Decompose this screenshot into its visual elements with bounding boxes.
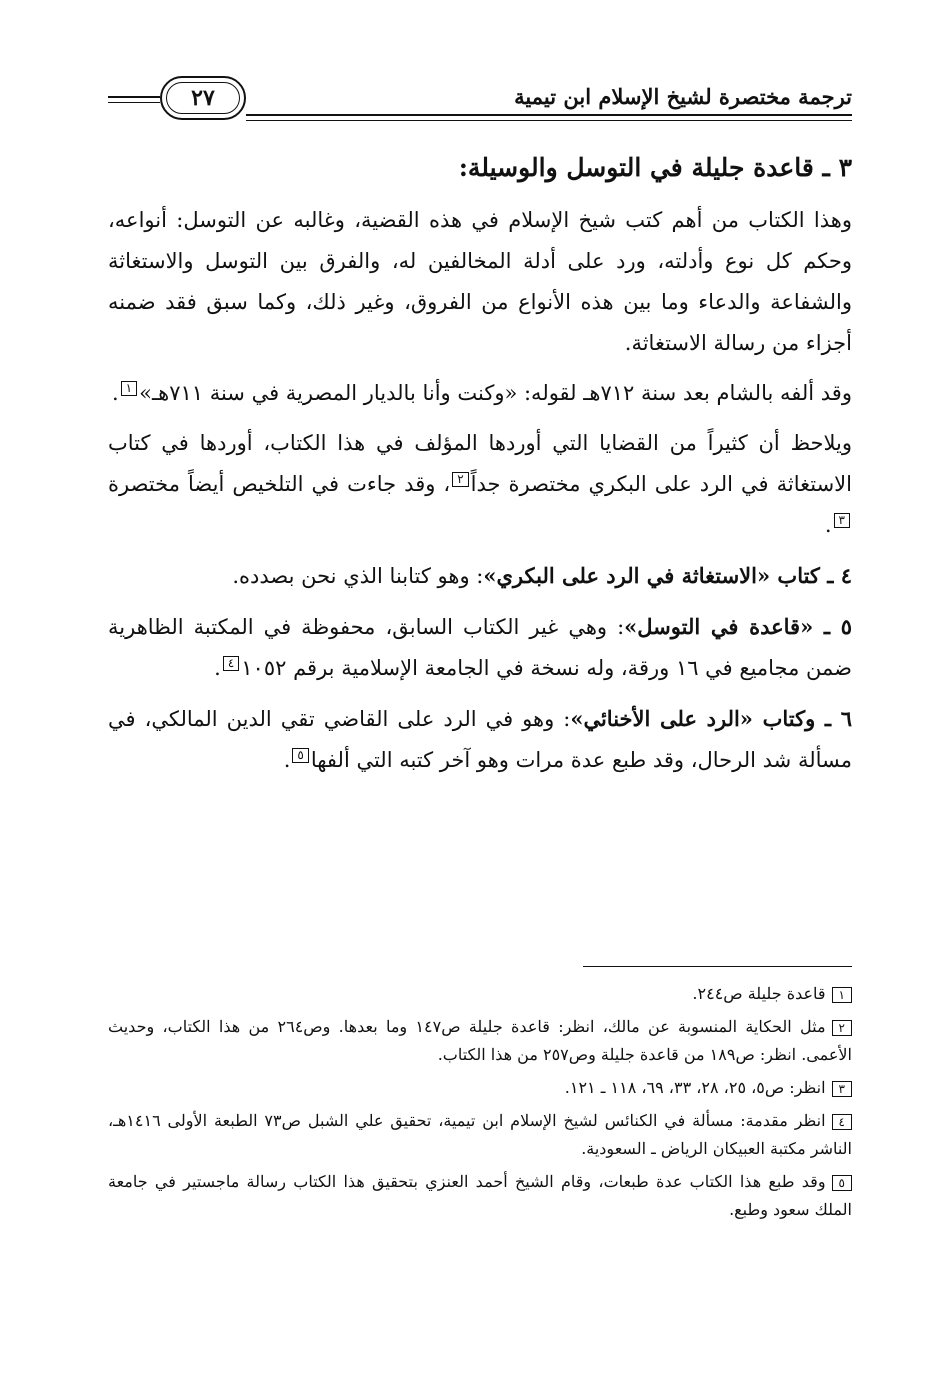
paragraph-4-text: : وهو كتابنا الذي نحن بصدده. bbox=[232, 564, 484, 588]
footnote-ref-4[interactable]: ٤ bbox=[223, 656, 239, 671]
footnote-ref-5[interactable]: ٥ bbox=[292, 748, 308, 763]
paragraph-1: وهذا الكتاب من أهم كتب شيخ الإسلام في هذه القضية، وغالبه عن التوسل: أنواعه، وحكم كل نوع وأدلته، ورد على أدلة المخالفين له، والفرق بين التوسل والاستغاثة والشفاعة والدعاء وما بين هذه الأنواع من الفروق، وغير ذلك، وكما سبق فقد ضمنه أجزاء من رسالة الاستغاثة. bbox=[108, 208, 852, 355]
header-rule-left-top bbox=[108, 96, 160, 98]
page-header bbox=[108, 74, 852, 130]
footnote-5 bbox=[108, 1168, 852, 1224]
paragraph-6-text: : وهو في الرد على القاضي تقي الدين المالكي، في مسألة شد الرحال، وقد طبع عدة مرات وهو آخر كتبه التي ألفها bbox=[108, 707, 852, 772]
footnote-number: ١ bbox=[832, 987, 852, 1003]
paragraph-3-text-b: ، وقد جاءت في التلخيص أيضاً مختصرة bbox=[108, 472, 451, 496]
paragraph-3-text-a: ويلاحظ أن كثيراً من القضايا التي أوردها المؤلف في هذا الكتاب، أوردها في كتاب الاستغاثة في الرد على البكري مختصرة جداً bbox=[108, 431, 852, 496]
header-rule-left-bottom bbox=[108, 102, 160, 103]
footnote-3 bbox=[108, 1074, 852, 1102]
header-rule-right-top bbox=[246, 114, 852, 116]
paragraph-2-text: وقد ألفه بالشام بعد سنة ٧١٢هـ لقوله: «وكنت وأنا بالديار المصرية في سنة ٧١١هـ» bbox=[139, 381, 852, 405]
section-heading: ٣ ـ قاعدة جليلة في التوسل والوسيلة: bbox=[458, 153, 852, 182]
main-text bbox=[108, 146, 852, 790]
footnote-text: قاعدة جليلة ص٢٤٤. bbox=[692, 984, 826, 1003]
paragraph-4 bbox=[108, 555, 852, 597]
footnote-number: ٥ bbox=[832, 1175, 852, 1191]
paragraph-6-end: . bbox=[283, 748, 291, 772]
paragraph-6 bbox=[108, 698, 852, 781]
footnote-4 bbox=[108, 1107, 852, 1163]
footnote-2 bbox=[108, 1013, 852, 1069]
page-number: ٢٧ bbox=[191, 85, 215, 111]
page-number-badge bbox=[160, 76, 246, 120]
footnote-separator bbox=[583, 966, 852, 967]
footnote-text: انظر: ص٥، ٢٥، ٢٨، ٣٣، ٦٩، ١١٨ ـ ١٢١. bbox=[564, 1078, 826, 1097]
paragraph-5-text: : وهي غير الكتاب السابق، محفوظة في المكتبة الظاهرية ضمن مجاميع في ١٦ ورقة، وله نسخة في الجامعة الإسلامية برقم ١٠٥٢ bbox=[108, 615, 852, 680]
footnote-text: وقد طبع هذا الكتاب عدة طبعات، وقام الشيخ أحمد العنزي بتحقيق هذا الكتاب رسالة ماجستير في جامعة الملك سعود وطبع. bbox=[108, 1172, 852, 1219]
paragraph-2-end: . bbox=[111, 381, 119, 405]
footnote-ref-1[interactable]: ١ bbox=[121, 381, 137, 396]
paragraph-5 bbox=[108, 606, 852, 689]
paragraph-6-title: ٦ ـ وكتاب «الرد على الأخنائي» bbox=[570, 706, 853, 731]
footnote-1 bbox=[108, 980, 852, 1008]
footnote-ref-2[interactable]: ٢ bbox=[452, 472, 468, 487]
paragraph-2 bbox=[108, 373, 852, 414]
footnote-ref-3[interactable]: ٣ bbox=[834, 513, 850, 528]
footnote-text: مثل الحكاية المنسوبة عن مالك، انظر: قاعدة جليلة ص١٤٧ وما بعدها. وص٢٦٤ من هذا الكتاب، وحديث الأعمى. انظر: ص١٨٩ من قاعدة جليلة وص٢٥٧ من هذا الكتاب. bbox=[108, 1017, 852, 1064]
paragraph-5-title: ٥ ـ «قاعدة في التوسل» bbox=[624, 614, 852, 639]
paragraph-4-title: ٤ ـ كتاب «الاستغاثة في الرد على البكري» bbox=[483, 563, 852, 588]
footnote-number: ٤ bbox=[832, 1114, 852, 1130]
paragraph-3-end: . bbox=[824, 513, 832, 537]
header-rule-right-bottom bbox=[246, 120, 852, 121]
paragraph-3 bbox=[108, 423, 852, 546]
footnote-number: ٢ bbox=[832, 1020, 852, 1036]
running-title: ترجمة مختصرة لشيخ الإسلام ابن تيمية bbox=[514, 84, 852, 109]
footnote-text: انظر مقدمة: مسألة في الكنائس لشيخ الإسلام ابن تيمية، تحقيق علي الشبل ص٧٣ الطبعة الأولى ١٤١٦هـ، الناشر مكتبة العبيكان الرياض ـ السعودية. bbox=[108, 1111, 852, 1158]
footnote-number: ٣ bbox=[832, 1081, 852, 1097]
paragraph-5-end: . bbox=[214, 656, 221, 680]
footnotes bbox=[108, 980, 852, 1229]
